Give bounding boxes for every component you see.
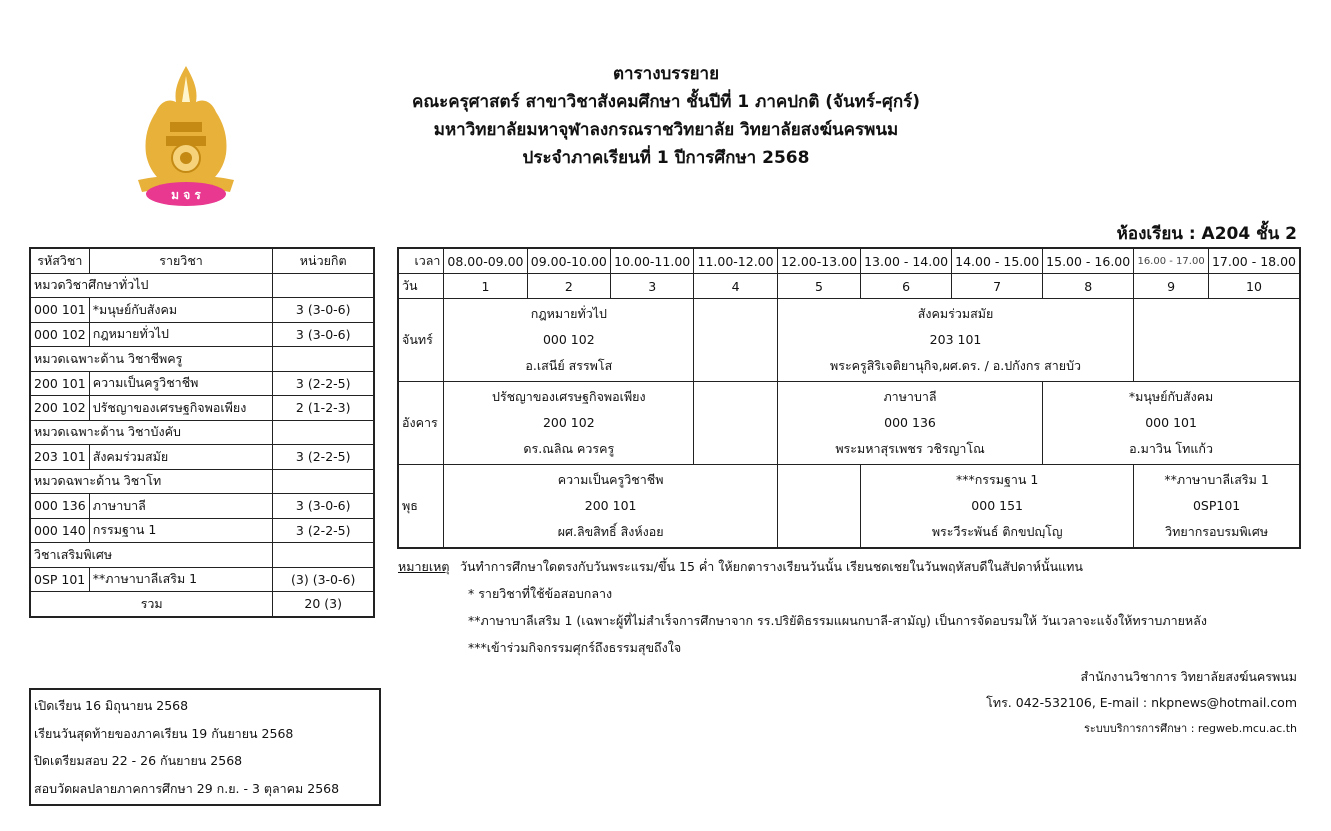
course-name: ภาษาบาลี bbox=[89, 494, 273, 519]
note-row bbox=[398, 553, 1298, 580]
class-name: สังคมร่วมสมัย bbox=[917, 306, 994, 321]
date-prep: ปิดเตรียมสอบ 22 - 26 กันยายน 2568 bbox=[34, 753, 243, 768]
class-teacher: พระมหาสุรเพชร วชิรญาโณ bbox=[835, 441, 985, 456]
course-code: 000 102 bbox=[30, 322, 89, 347]
page-title: ตารางบรรยาย bbox=[612, 64, 720, 84]
class-teacher: วิทยากรอบรมพิเศษ bbox=[1165, 524, 1269, 539]
period-number: 9 bbox=[1134, 274, 1209, 299]
class-name: *มนุษย์กับสังคม bbox=[1128, 389, 1214, 404]
class-code: 203 101 bbox=[929, 332, 982, 347]
footer-contact bbox=[986, 664, 1297, 742]
group-minor: หมวดฉพาะด้าน วิชาโท bbox=[30, 469, 273, 494]
class-code: 000 102 bbox=[542, 332, 595, 347]
class-name: กฎหมายทั่วไป bbox=[530, 306, 607, 321]
date-exam: สอบวัดผลปลายภาคการศึกษา 29 ก.ย. - 3 ตุลาคม 2568 bbox=[34, 780, 340, 796]
course-code: 200 102 bbox=[30, 396, 89, 421]
note-row: **ภาษาบาลีเสริม 1 (เฉพาะผู้ที่ไม่สำเร็จการศึกษาจาก รร.ปริยัติธรรมแผนกบาลี-สามัญ) เป็นการจัดอบรมให้ วันเวลาจะแจ้งให้ทราบภายหลัง bbox=[468, 613, 1207, 628]
period-row bbox=[398, 274, 1300, 299]
class-code: 000 136 bbox=[884, 415, 936, 430]
period-number: 2 bbox=[527, 274, 611, 299]
logo-text: ม จ ร bbox=[171, 188, 201, 202]
room-label: ห้องเรียน : A204 ชั้น 2 bbox=[1116, 224, 1297, 244]
class-block bbox=[444, 299, 694, 382]
course-name: ปรัชญาของเศรษฐกิจพอเพียง bbox=[89, 396, 273, 421]
course-row bbox=[30, 518, 374, 543]
period-number: 4 bbox=[694, 274, 778, 299]
day-name: จันทร์ bbox=[398, 299, 444, 382]
faculty-line: คณะครุศาสตร์ สาขาวิชาสังคมศึกษา ชั้นปีที่ 1 ภาคปกติ (จันทร์-ศุกร์) bbox=[411, 92, 921, 112]
course-code: 000 136 bbox=[30, 494, 89, 519]
class-teacher: ดร.ณลิณ ควรครู bbox=[523, 441, 615, 456]
course-row bbox=[30, 371, 374, 396]
header-code: รหัสวิชา bbox=[30, 248, 89, 273]
university-logo bbox=[130, 62, 242, 208]
group-prof: หมวดเฉพาะด้าน วิชาชีพครู bbox=[30, 347, 273, 372]
contact-info: โทร. 042-532106, E-mail : nkpnews@hotmail.com bbox=[986, 695, 1297, 710]
course-table bbox=[29, 247, 375, 618]
class-block bbox=[1134, 465, 1300, 549]
time-slot: 17.00 - 18.00 bbox=[1208, 248, 1300, 274]
empty-slot bbox=[694, 382, 778, 465]
day-name: อังคาร bbox=[398, 382, 444, 465]
schedule-table bbox=[397, 247, 1301, 549]
time-slot: 12.00-13.00 bbox=[777, 248, 860, 274]
day-name: พุธ bbox=[398, 465, 444, 549]
course-row bbox=[30, 567, 374, 592]
course-code: 203 101 bbox=[30, 445, 89, 470]
course-code: 000 140 bbox=[30, 518, 89, 543]
course-credits: 3 (2-2-5) bbox=[273, 445, 374, 470]
period-number: 8 bbox=[1043, 274, 1134, 299]
group-row bbox=[30, 347, 374, 372]
class-block bbox=[1043, 382, 1300, 465]
course-row bbox=[30, 298, 374, 323]
time-slot: 15.00 - 16.00 bbox=[1043, 248, 1134, 274]
note-row: ***เข้าร่วมกิจกรรมศุกร์ถึงธรรมสุขถึงใจ bbox=[468, 640, 682, 655]
notes-section bbox=[398, 553, 1298, 661]
header-name: รายวิชา bbox=[89, 248, 273, 273]
class-name: ***กรรมฐาน 1 bbox=[955, 472, 1039, 487]
course-name: กฎหมายทั่วไป bbox=[89, 322, 273, 347]
office-name: สำนักงานวิชาการ วิทยาลัยสงฆ์นครพนม bbox=[1080, 669, 1297, 684]
period-number: 6 bbox=[861, 274, 952, 299]
course-credits: (3) (3-0-6) bbox=[273, 567, 374, 592]
period-number: 3 bbox=[611, 274, 694, 299]
class-name: **ภาษาบาลีเสริม 1 bbox=[1164, 472, 1269, 487]
day-label: วัน bbox=[398, 274, 444, 299]
empty-slot bbox=[694, 299, 778, 382]
system-url: ระบบบริการการศึกษา : regweb.mcu.ac.th bbox=[1083, 722, 1297, 735]
time-slot: 16.00 - 17.00 bbox=[1134, 248, 1209, 274]
course-credits: 3 (3-0-6) bbox=[273, 494, 374, 519]
class-code: 000 101 bbox=[1145, 415, 1197, 430]
time-slot: 13.00 - 14.00 bbox=[861, 248, 952, 274]
class-teacher: อ.มาวิน โทแก้ว bbox=[1129, 441, 1214, 456]
class-teacher: ผศ.ลิขสิทธิ์ สิงห์งอย bbox=[557, 524, 664, 539]
period-number: 5 bbox=[777, 274, 860, 299]
course-credits: 3 (3-0-6) bbox=[273, 322, 374, 347]
course-name: สังคมร่วมสมัย bbox=[89, 445, 273, 470]
class-block bbox=[777, 382, 1042, 465]
dates-box bbox=[29, 688, 381, 806]
class-code: 000 151 bbox=[971, 498, 1023, 513]
course-name: กรรมฐาน 1 bbox=[89, 518, 273, 543]
class-code: 200 102 bbox=[542, 415, 595, 430]
class-teacher: อ.เสนีย์ สรรพโส bbox=[525, 358, 613, 373]
class-code: 0SP101 bbox=[1192, 498, 1241, 513]
empty-slot bbox=[1134, 299, 1300, 382]
time-label: เวลา bbox=[398, 248, 444, 274]
date-open: เปิดเรียน 16 มิถุนายน 2568 bbox=[34, 698, 189, 713]
course-row bbox=[30, 396, 374, 421]
course-row bbox=[30, 494, 374, 519]
semester-line: ประจำภาคเรียนที่ 1 ปีการศึกษา 2568 bbox=[522, 148, 810, 168]
total-label: รวม bbox=[30, 592, 273, 617]
class-name: ภาษาบาลี bbox=[883, 389, 937, 404]
time-slot: 11.00-12.00 bbox=[694, 248, 778, 274]
empty-slot bbox=[777, 465, 860, 549]
group-general: หมวดวิชาศึกษาทั่วไป bbox=[30, 273, 273, 298]
course-credits: 2 (1-2-3) bbox=[273, 396, 374, 421]
time-slot: 10.00-11.00 bbox=[611, 248, 694, 274]
class-name: ปรัชญาของเศรษฐกิจพอเพียง bbox=[492, 389, 646, 404]
group-required: หมวดเฉพาะด้าน วิชาบังคับ bbox=[30, 420, 273, 445]
total-row bbox=[30, 592, 374, 617]
day-row-tuesday bbox=[398, 382, 1300, 465]
course-header-row bbox=[30, 248, 374, 273]
course-code: 000 101 bbox=[30, 298, 89, 323]
note-text: วันทำการศึกษาใดตรงกับวันพระแรม/ขึ้น 15 ค่ำ ให้ยกตารางเรียนวันนั้น เรียนชดเชยในวันพฤหัสบดีในสัปดาห์นั้นแทน bbox=[459, 559, 1083, 574]
header-credits: หน่วยกิต bbox=[273, 248, 374, 273]
course-name: **ภาษาบาลีเสริม 1 bbox=[89, 567, 273, 592]
period-number: 1 bbox=[444, 274, 527, 299]
period-number: 10 bbox=[1208, 274, 1300, 299]
day-row-monday bbox=[398, 299, 1300, 382]
class-teacher: พระวีระพันธ์ ติกขปญฺโญ bbox=[931, 524, 1063, 539]
note-row: * รายวิชาที่ใช้ข้อสอบกลาง bbox=[468, 586, 613, 601]
class-code: 200 101 bbox=[584, 498, 637, 513]
class-block bbox=[444, 382, 694, 465]
total-value: 20 (3) bbox=[273, 592, 374, 617]
group-row bbox=[30, 273, 374, 298]
class-name: ความเป็นครูวิชาชีพ bbox=[557, 472, 664, 487]
course-code: 200 101 bbox=[30, 371, 89, 396]
course-credits: 3 (3-0-6) bbox=[273, 298, 374, 323]
course-name: ความเป็นครูวิชาชีพ bbox=[89, 371, 273, 396]
course-code: 0SP 101 bbox=[30, 567, 89, 592]
course-name: *มนุษย์กับสังคม bbox=[89, 298, 273, 323]
time-slot: 09.00-10.00 bbox=[527, 248, 611, 274]
course-row bbox=[30, 445, 374, 470]
group-extra: วิชาเสริมพิเศษ bbox=[30, 543, 273, 568]
course-credits: 3 (2-2-5) bbox=[273, 371, 374, 396]
class-block bbox=[861, 465, 1134, 549]
title-block bbox=[300, 60, 1032, 172]
time-slot: 14.00 - 15.00 bbox=[952, 248, 1043, 274]
group-row bbox=[30, 469, 374, 494]
class-teacher: พระครูสิริเจติยานุกิจ,ผศ.ดร. / อ.ปกังกร สายบัว bbox=[830, 358, 1082, 373]
course-row bbox=[30, 322, 374, 347]
day-row-wednesday bbox=[398, 465, 1300, 549]
group-row bbox=[30, 543, 374, 568]
notes-label: หมายเหตุ bbox=[398, 559, 450, 574]
period-number: 7 bbox=[952, 274, 1043, 299]
time-slot: 08.00-09.00 bbox=[444, 248, 527, 274]
class-block bbox=[777, 299, 1133, 382]
class-block bbox=[444, 465, 777, 549]
university-line: มหาวิทยาลัยมหาจุฬาลงกรณราชวิทยาลัย วิทยาลัยสงฆ์นครพนม bbox=[433, 120, 899, 140]
course-credits: 3 (2-2-5) bbox=[273, 518, 374, 543]
date-last: เรียนวันสุดท้ายของภาคเรียน 19 กันยายน 2568 bbox=[34, 725, 294, 741]
group-row bbox=[30, 420, 374, 445]
time-row bbox=[398, 248, 1300, 274]
